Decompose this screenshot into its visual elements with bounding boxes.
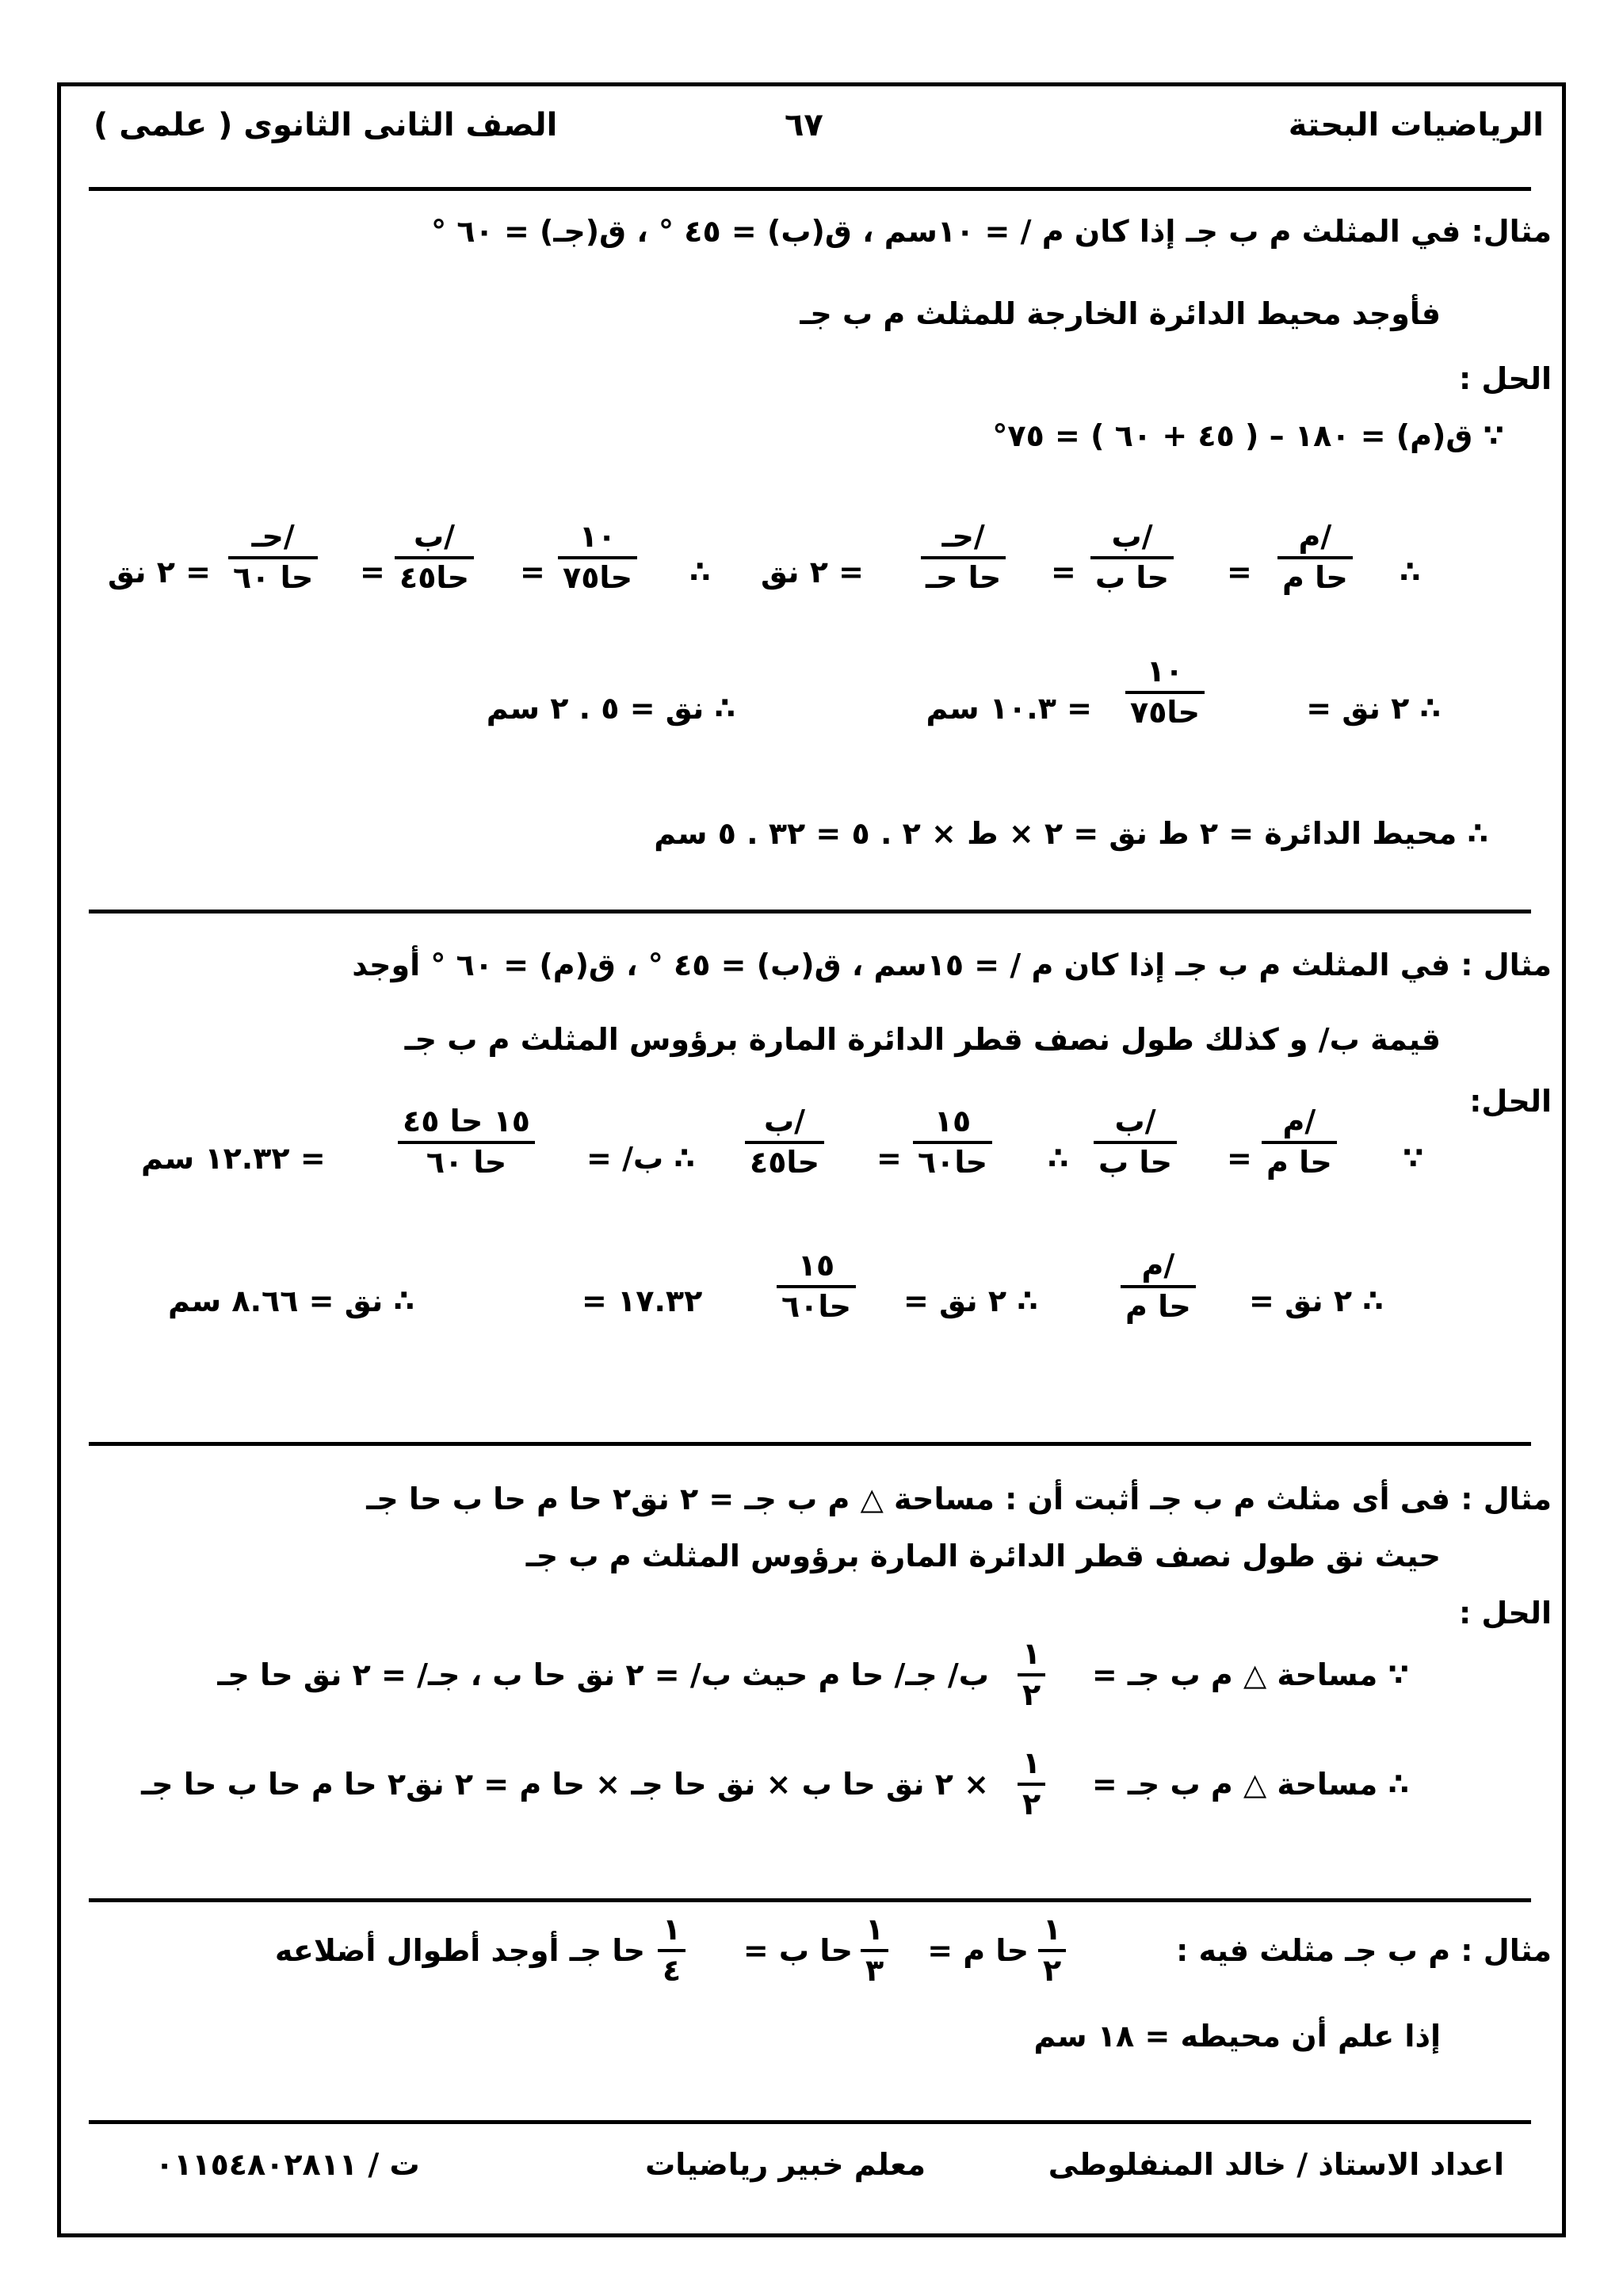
example1-frac-b-over-sin45 <box>395 520 474 595</box>
example1-frac-a-over-sin-a <box>1277 520 1353 595</box>
frac-den: حا ﻡ <box>1282 559 1348 595</box>
frac-den: حا٦٠ <box>781 1288 852 1324</box>
example3-step1a: ∵ مساحة △ ﻡ ب جـ = <box>1091 1657 1409 1692</box>
frac-den: حا٤٥ <box>750 1144 820 1180</box>
example1-step3-left: ∴ ٢ نق = <box>1306 691 1441 726</box>
frac-den: حا٦٠ <box>918 1144 988 1180</box>
frac-num: ١٠ <box>1146 654 1184 688</box>
frac-num: ١ <box>1043 1912 1062 1947</box>
example2-frac-b-over-sin45 <box>745 1104 824 1180</box>
frac-den: ٣ <box>865 1952 884 1988</box>
equals-sign: = <box>876 1141 902 1176</box>
frac-den: حا٧٥ <box>1130 694 1201 730</box>
example4-frac-quarter <box>658 1913 685 1988</box>
frac-num: حـ/ <box>251 519 295 554</box>
example1-radius-result: ∴ نق = ٥ . ٢ سم <box>486 691 735 726</box>
example1-therefore-2: ∴ <box>689 555 711 589</box>
frac-num: ﻡ/ <box>1282 1104 1316 1138</box>
example3-step2b: × ٢ نق حا ب × نق حا جـ × حا ﻡ = ٢ نق٢ حا ﻡ حا ب حا جـ <box>141 1767 989 1802</box>
frac-num: ١ <box>1022 1745 1041 1780</box>
frac-den: حا٤٥ <box>399 559 470 595</box>
example2-radius-result: ∴ نق = ٨.٦٦ سم <box>168 1283 414 1318</box>
example1-therefore-1: ∴ <box>1400 555 1421 589</box>
frac-den: حا ب <box>1098 1144 1173 1180</box>
example1-frac-10-over-sin75-2 <box>1125 654 1205 730</box>
section-divider <box>89 910 1531 913</box>
frac-num: ١ <box>865 1912 884 1947</box>
example4-sin-a: حا ﻡ = <box>927 1933 1029 1968</box>
frac-den: ٢ <box>1043 1952 1062 1988</box>
example1-frac-b-over-sin-b <box>1090 520 1174 595</box>
example3-question-line1: مثال : فى أى مثلث ﻡ ب جـ أثبت أن : مساحة △ ﻡ ب جـ = ٢ نق٢ حا ﻡ حا ب حا جـ <box>366 1482 1552 1516</box>
frac-num: ١٥ <box>797 1248 835 1283</box>
example1-equals-2r-end: = ٢ نق <box>108 555 212 589</box>
frac-num: ب/ <box>413 519 456 554</box>
header-subject: الرياضيات البحتة <box>1288 107 1544 143</box>
frac-den: حا ٦٠ <box>426 1144 507 1180</box>
frac-num: ١٥ حا ٤٥ <box>403 1104 530 1138</box>
equals-sign: = <box>360 555 385 589</box>
footer-title: معلم خبير رياضيات <box>645 2147 926 2182</box>
frac-den: حا ﻡ <box>1266 1144 1332 1180</box>
example4-question-a: مثال : ﻡ ب جـ مثلث فيه : <box>1176 1933 1552 1968</box>
example2-question-line2: قيمة ب/ و كذلك طول نصف قطر الدائرة المارة برؤوس المثلث ﻡ ب جـ <box>404 1022 1441 1057</box>
footer-author: اعداد الاستاذ / خالد المنفلوطى <box>1048 2147 1504 2182</box>
frac-den: حا ٦٠ <box>233 559 314 595</box>
frac-den: حا ﻡ <box>1125 1288 1191 1324</box>
section-divider <box>89 1898 1531 1902</box>
example3-half-1 <box>1018 1637 1045 1712</box>
header-divider <box>89 187 1531 191</box>
equals-sign: = <box>520 555 545 589</box>
frac-num: ١٠ <box>579 519 617 554</box>
example2-frac-a-over-sin-a <box>1262 1104 1337 1180</box>
example2-frac-a-over-sin-a-2 <box>1121 1249 1196 1324</box>
example1-step1: ∵ ق(ﻡ) = ١٨٠ – ( ٤٥ + ٦٠ ) = ٧٥° <box>992 418 1504 453</box>
example2-because: ∵ <box>1403 1141 1424 1176</box>
header-grade: الصف الثانى الثانوى ( علمى ) <box>94 107 558 143</box>
example4-sin-c-find: حا جـ أوجد أطوال أضلاعه <box>274 1933 645 1968</box>
example3-solution-label: الحل : <box>1458 1596 1552 1630</box>
equals-sign: = <box>1227 1141 1252 1176</box>
example1-frac-10-over-sin75 <box>558 520 637 595</box>
frac-num: ب/ <box>1114 1104 1156 1138</box>
example4-frac-half <box>1038 1913 1066 1988</box>
frac-num: ب/ <box>1111 519 1153 554</box>
frac-den: حا حـ <box>926 559 1002 595</box>
example4-sin-b: حا ب = <box>743 1933 853 1968</box>
example4-frac-third <box>861 1913 888 1988</box>
frac-num: ﻡ/ <box>1141 1248 1175 1283</box>
section-divider <box>89 1442 1531 1446</box>
example3-step1b: ب/ جـ/ حا ﻡ حيث ب/ = ٢ نق حا ب ، جـ/ = ٢ نق حا جـ <box>217 1657 989 1692</box>
example2-2r-value: = ١٧.٣٢ <box>582 1283 703 1318</box>
example2-b-value: = ١٢.٣٢ سم <box>141 1141 326 1176</box>
example3-half-2 <box>1018 1746 1045 1821</box>
example1-solution-label: الحل : <box>1458 361 1552 396</box>
example2-solution-label: الحل: <box>1469 1084 1552 1119</box>
example1-circumference: ∴ محيط الدائرة = ٢ ط نق = ٢ × ط × ٢ . ٥ = ٣٢ . ٥ سم <box>654 816 1488 851</box>
example2-frac-15-over-sin60 <box>913 1104 992 1180</box>
footer-phone: ت / ٠١١٥٤٨٠٢٨١١ <box>155 2147 420 2182</box>
example3-question-line2: حيث نق طول نصف قطر الدائرة المارة برؤوس المثلث ﻡ ب جـ <box>525 1539 1441 1573</box>
example2-frac-15-over-sin60-2 <box>777 1249 856 1324</box>
equals-sign: = <box>1051 555 1076 589</box>
frac-num: ﻡ/ <box>1298 519 1332 554</box>
frac-num: حـ/ <box>941 519 985 554</box>
equals-sign: = <box>1227 555 1252 589</box>
example4-question-line2: إذا علم أن محيطه = ١٨ سم <box>1033 2019 1441 2054</box>
frac-den: ٤ <box>663 1952 682 1988</box>
frac-den: حا٧٥ <box>563 559 633 595</box>
example1-step3-value: = ١٠.٣ سم <box>926 691 1092 726</box>
example1-frac-c-over-sin-c <box>921 520 1006 595</box>
footer-divider <box>89 2120 1531 2124</box>
example2-frac-b-over-sin-b <box>1094 1104 1177 1180</box>
example1-equals-2r: = ٢ نق <box>761 555 865 589</box>
page-number: ٦٧ <box>785 107 823 143</box>
example1-frac-c-over-sin60 <box>228 520 318 595</box>
example2-2r-a: ∴ ٢ نق = <box>1249 1283 1384 1318</box>
example2-b-equals: ∴ ب/ = <box>586 1141 695 1176</box>
frac-num: ١ <box>1022 1636 1041 1671</box>
example2-therefore: ∴ <box>1048 1141 1069 1176</box>
frac-den: ٢ <box>1022 1786 1041 1821</box>
example2-question-line1: مثال : في المثلث ﻡ ب جـ إذا كان ﻡ / = ١٥سم ، ق(ب) = ٤٥ ° ، ق(ﻡ) = ٦٠ ° أوجد <box>352 948 1552 982</box>
frac-den: ٢ <box>1022 1676 1041 1712</box>
frac-num: ١ <box>663 1912 682 1947</box>
example1-question-line1: مثال: في المثلث ﻡ ب جـ إذا كان ﻡ / = ١٠سم ، ق(ب) = ٤٥ ° ، ق(جـ) = ٦٠ ° <box>431 214 1552 249</box>
frac-num: ١٥ <box>934 1104 972 1138</box>
example1-question-line2: فأوجد محيط الدائرة الخارجة للمثلث ﻡ ب جـ <box>800 296 1441 331</box>
example2-2r-b: ∴ ٢ نق = <box>903 1283 1038 1318</box>
example3-step2a: ∴ مساحة △ ﻡ ب جـ = <box>1091 1767 1409 1802</box>
example2-frac-15sin45-over-sin60 <box>398 1104 535 1180</box>
frac-den: حا ب <box>1095 559 1170 595</box>
frac-num: ب/ <box>763 1104 806 1138</box>
